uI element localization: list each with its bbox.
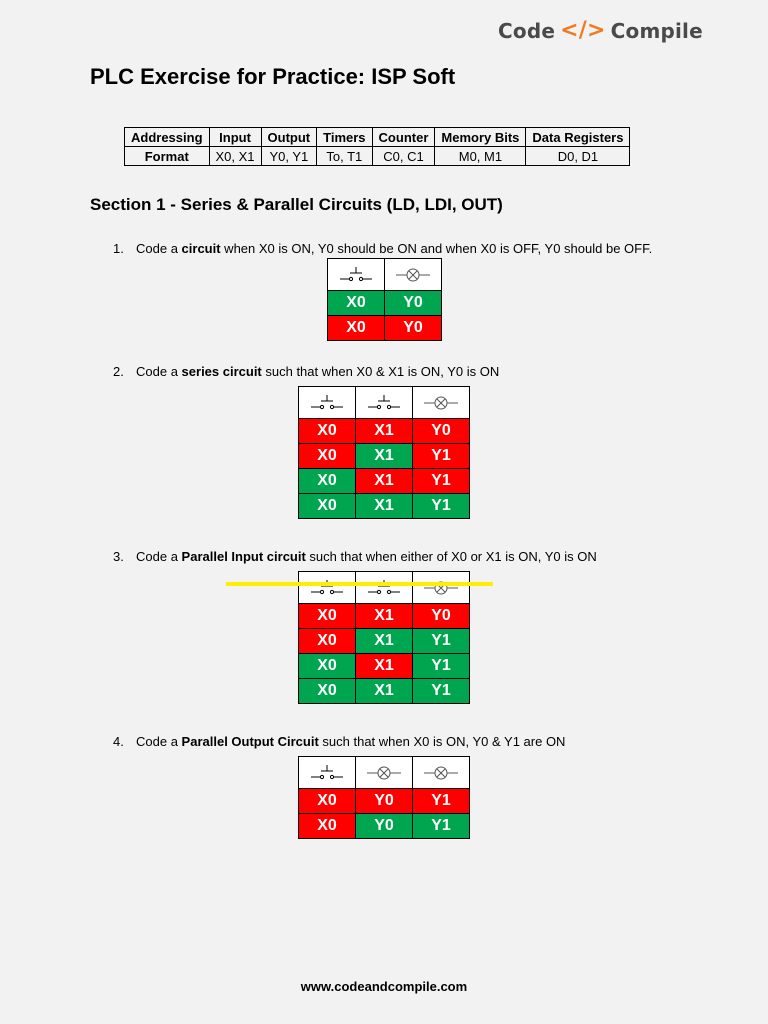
state-cell-green: Y1 (413, 629, 470, 654)
addressing-cell: D0, D1 (526, 147, 630, 166)
contact-icon (356, 572, 413, 604)
question-text: such that when either of X0 or X1 is ON, Y0 is ON (305, 549, 597, 564)
state-cell-green: Y1 (413, 494, 470, 519)
truth-row (299, 654, 470, 679)
addressing-cell: X0, X1 (209, 147, 261, 166)
addressing-format-row (125, 147, 630, 166)
addressing-cell: Y0, Y1 (261, 147, 317, 166)
state-cell-green: X0 (299, 494, 356, 519)
state-cell-red: Y0 (356, 789, 413, 814)
truth-row (299, 789, 470, 814)
question-keyword: series circuit (181, 364, 262, 379)
state-cell-green: Y0 (385, 291, 442, 316)
contact-icon (299, 387, 356, 419)
state-cell-red: X0 (299, 604, 356, 629)
question-text: Code a (136, 549, 182, 564)
question-2 (113, 364, 499, 379)
truth-row (299, 814, 470, 839)
state-cell-green: X0 (299, 679, 356, 704)
contact-icon (356, 387, 413, 419)
addressing-header-cell: Output (261, 128, 317, 147)
state-cell-red: X0 (299, 789, 356, 814)
addressing-header-cell: Addressing (125, 128, 210, 147)
question-number: 2. (113, 364, 124, 379)
contact-icon (299, 572, 356, 604)
truth-row (299, 494, 470, 519)
ladder-table-2 (298, 386, 470, 519)
question-text: such that when X0 & X1 is ON, Y0 is ON (261, 364, 500, 379)
logo-text-right: Compile (610, 18, 703, 43)
state-cell-green: X1 (356, 629, 413, 654)
state-cell-green: Y0 (356, 814, 413, 839)
truth-row (328, 316, 442, 341)
state-cell-red: Y0 (413, 419, 470, 444)
addressing-header-cell: Counter (372, 128, 435, 147)
addressing-cell: Format (125, 147, 210, 166)
state-cell-red: X1 (356, 654, 413, 679)
state-cell-red: X1 (356, 419, 413, 444)
state-cell-red: X0 (299, 814, 356, 839)
state-cell-red: Y1 (413, 444, 470, 469)
truth-row (299, 419, 470, 444)
code-compile-logo (498, 18, 703, 43)
ladder-table-1 (327, 258, 442, 341)
state-cell-red: Y0 (413, 604, 470, 629)
state-cell-green: X0 (299, 469, 356, 494)
addressing-header-row (125, 128, 630, 147)
question-4 (113, 734, 565, 749)
coil-icon (385, 259, 442, 291)
addressing-cell: C0, C1 (372, 147, 435, 166)
state-cell-green: Y1 (413, 679, 470, 704)
state-cell-red: Y1 (413, 789, 470, 814)
state-cell-green: Y1 (413, 654, 470, 679)
addressing-header-cell: Memory Bits (435, 128, 526, 147)
yellow-highlight-line (226, 582, 493, 586)
footer-url: www.codeandcompile.com (300, 979, 468, 994)
question-number: 4. (113, 734, 124, 749)
state-cell-red: Y0 (385, 316, 442, 341)
state-cell-red: Y1 (413, 469, 470, 494)
ladder-table-4 (298, 756, 470, 839)
truth-row (299, 444, 470, 469)
state-cell-red: X0 (299, 419, 356, 444)
question-keyword: Parallel Output Circuit (181, 734, 319, 749)
addressing-header-cell: Data Registers (526, 128, 630, 147)
question-text: when X0 is ON, Y0 should be ON and when X0 is OFF, Y0 should be OFF. (220, 241, 653, 256)
section-title: Section 1 - Series & Parallel Circuits (LD, LDI, OUT) (90, 195, 503, 214)
addressing-table (124, 127, 630, 166)
truth-row (299, 679, 470, 704)
state-cell-red: X0 (328, 316, 385, 341)
coil-icon (413, 757, 470, 789)
state-cell-green: X1 (356, 679, 413, 704)
question-text: Code a (136, 364, 182, 379)
contact-icon (328, 259, 385, 291)
state-cell-red: X1 (356, 469, 413, 494)
state-cell-green: X1 (356, 494, 413, 519)
question-number: 1. (113, 241, 124, 256)
coil-icon (413, 387, 470, 419)
symbol-row (328, 259, 442, 291)
addressing-cell: To, T1 (317, 147, 372, 166)
addressing-header-cell: Timers (317, 128, 372, 147)
state-cell-red: X0 (299, 629, 356, 654)
question-3 (113, 549, 597, 564)
addressing-cell: M0, M1 (435, 147, 526, 166)
question-1 (113, 241, 652, 256)
state-cell-green: Y1 (413, 814, 470, 839)
question-text: Code a (136, 241, 182, 256)
truth-row (299, 629, 470, 654)
question-keyword: circuit (181, 241, 221, 256)
coil-icon (413, 572, 470, 604)
logo-text-left: Code (498, 18, 556, 43)
symbol-row (299, 387, 470, 419)
symbol-row (299, 572, 470, 604)
contact-icon (299, 757, 356, 789)
state-cell-green: X1 (356, 444, 413, 469)
question-text: such that when X0 is ON, Y0 & Y1 are ON (318, 734, 566, 749)
truth-row (299, 469, 470, 494)
truth-row (328, 291, 442, 316)
coil-icon (356, 757, 413, 789)
state-cell-red: X1 (356, 604, 413, 629)
state-cell-green: X0 (328, 291, 385, 316)
question-number: 3. (113, 549, 124, 564)
addressing-header-cell: Input (209, 128, 261, 147)
question-text: Code a (136, 734, 182, 749)
page-title: PLC Exercise for Practice: ISP Soft (90, 64, 456, 89)
state-cell-red: X0 (299, 444, 356, 469)
ladder-table-3 (298, 571, 470, 704)
truth-row (299, 604, 470, 629)
symbol-row (299, 757, 470, 789)
question-keyword: Parallel Input circuit (181, 549, 306, 564)
state-cell-green: X0 (299, 654, 356, 679)
code-brackets-icon: </> (560, 18, 606, 43)
